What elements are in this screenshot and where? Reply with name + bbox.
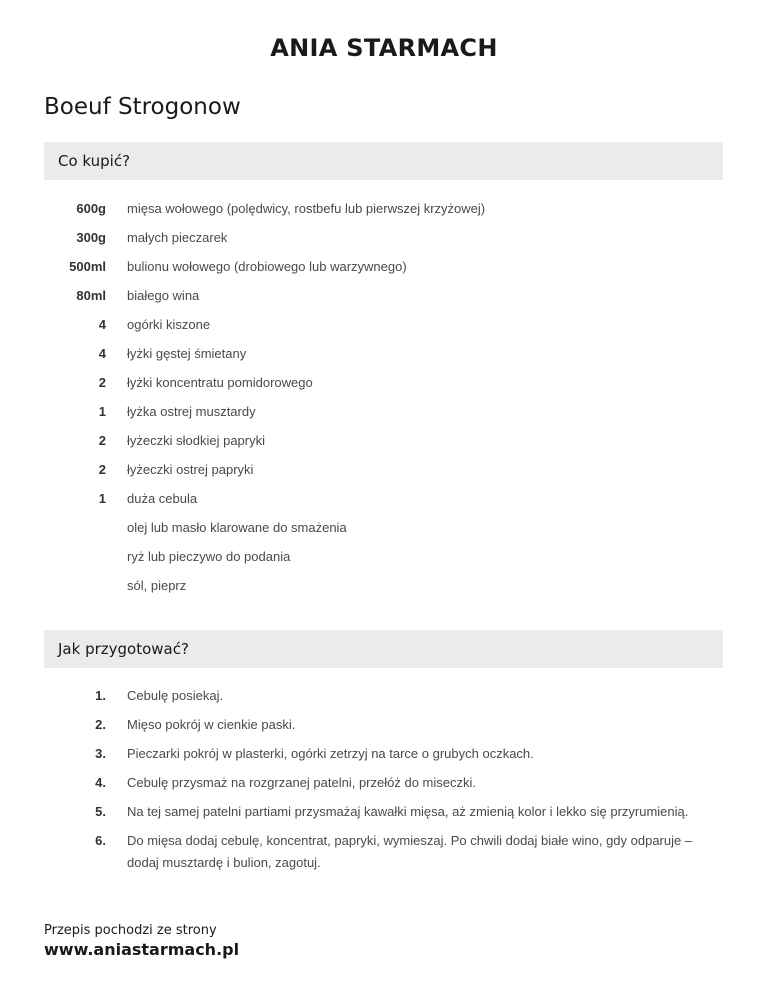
ingredient-name: łyżeczki słodkiej papryki — [127, 433, 265, 448]
step-number: 5. — [95, 804, 106, 819]
brand-header: ANIA STARMACH — [270, 34, 498, 62]
footer-source-label: Przepis pochodzi ze strony — [44, 923, 217, 938]
ingredients-section-header: Co kupić? — [44, 142, 723, 180]
step-number: 1. — [95, 688, 106, 703]
step-number: 2. — [95, 717, 106, 732]
ingredient-quantity: 2 — [98, 375, 106, 390]
ingredient-quantity: 80ml — [76, 288, 106, 303]
ingredient-name: sól, pieprz — [127, 578, 187, 593]
ingredient-name: białego wina — [127, 288, 200, 303]
ingredient-name: ogórki kiszone — [127, 317, 211, 332]
step-number: 3. — [95, 746, 106, 761]
ingredient-quantity: 1 — [98, 404, 106, 419]
step-text: Cebulę przysmaż na rozgrzanej patelni, przełóż do miseczki. — [127, 775, 476, 790]
step-text: Cebulę posiekaj. — [127, 688, 224, 703]
step-number: 6. — [95, 833, 106, 848]
footer-website-link[interactable]: www.aniastarmach.pl — [44, 940, 240, 959]
step-text: Mięso pokrój w cienkie paski. — [127, 717, 296, 732]
ingredient-name: małych pieczarek — [127, 230, 228, 245]
ingredient-name: duża cebula — [127, 491, 198, 506]
ingredient-quantity: 4 — [98, 346, 106, 361]
ingredient-name: łyżka ostrej musztardy — [127, 404, 256, 419]
ingredient-quantity: 600g — [76, 201, 106, 216]
ingredient-quantity: 500ml — [69, 259, 106, 274]
recipe-title: Boeuf Strogonow — [44, 94, 241, 120]
ingredient-name: bulionu wołowego (drobiowego lub warzywnego) — [127, 259, 407, 274]
steps-section-header: Jak przygotować? — [44, 630, 723, 668]
ingredient-quantity: 4 — [98, 317, 106, 332]
step-number: 4. — [95, 775, 106, 790]
ingredient-quantity: 300g — [76, 230, 106, 245]
ingredient-name: ryż lub pieczywo do podania — [127, 549, 291, 564]
ingredient-name: łyżki gęstej śmietany — [127, 346, 247, 361]
ingredient-name: olej lub masło klarowane do smażenia — [127, 520, 347, 535]
ingredient-name: łyżki koncentratu pomidorowego — [127, 375, 313, 390]
ingredient-quantity: 2 — [98, 462, 106, 477]
step-text: Na tej samej patelni partiami przysmażaj kawałki mięsa, aż zmienią kolor i lekko się przyrumienią. — [127, 804, 689, 819]
step-text: Do mięsa dodaj cebulę, koncentrat, papryki, wymieszaj. Po chwili dodaj białe wino, gdy odparuje – dodaj musztardę i bulion, zagotuj. — [127, 833, 693, 870]
ingredient-name: mięsa wołowego (polędwicy, rostbefu lub pierwszej krzyżowej) — [127, 201, 486, 216]
ingredient-name: łyżeczki ostrej papryki — [127, 462, 254, 477]
step-text: Pieczarki pokrój w plasterki, ogórki zetrzyj na tarce o grubych oczkach. — [127, 746, 534, 761]
ingredient-quantity: 2 — [98, 433, 106, 448]
ingredient-quantity: 1 — [98, 491, 106, 506]
